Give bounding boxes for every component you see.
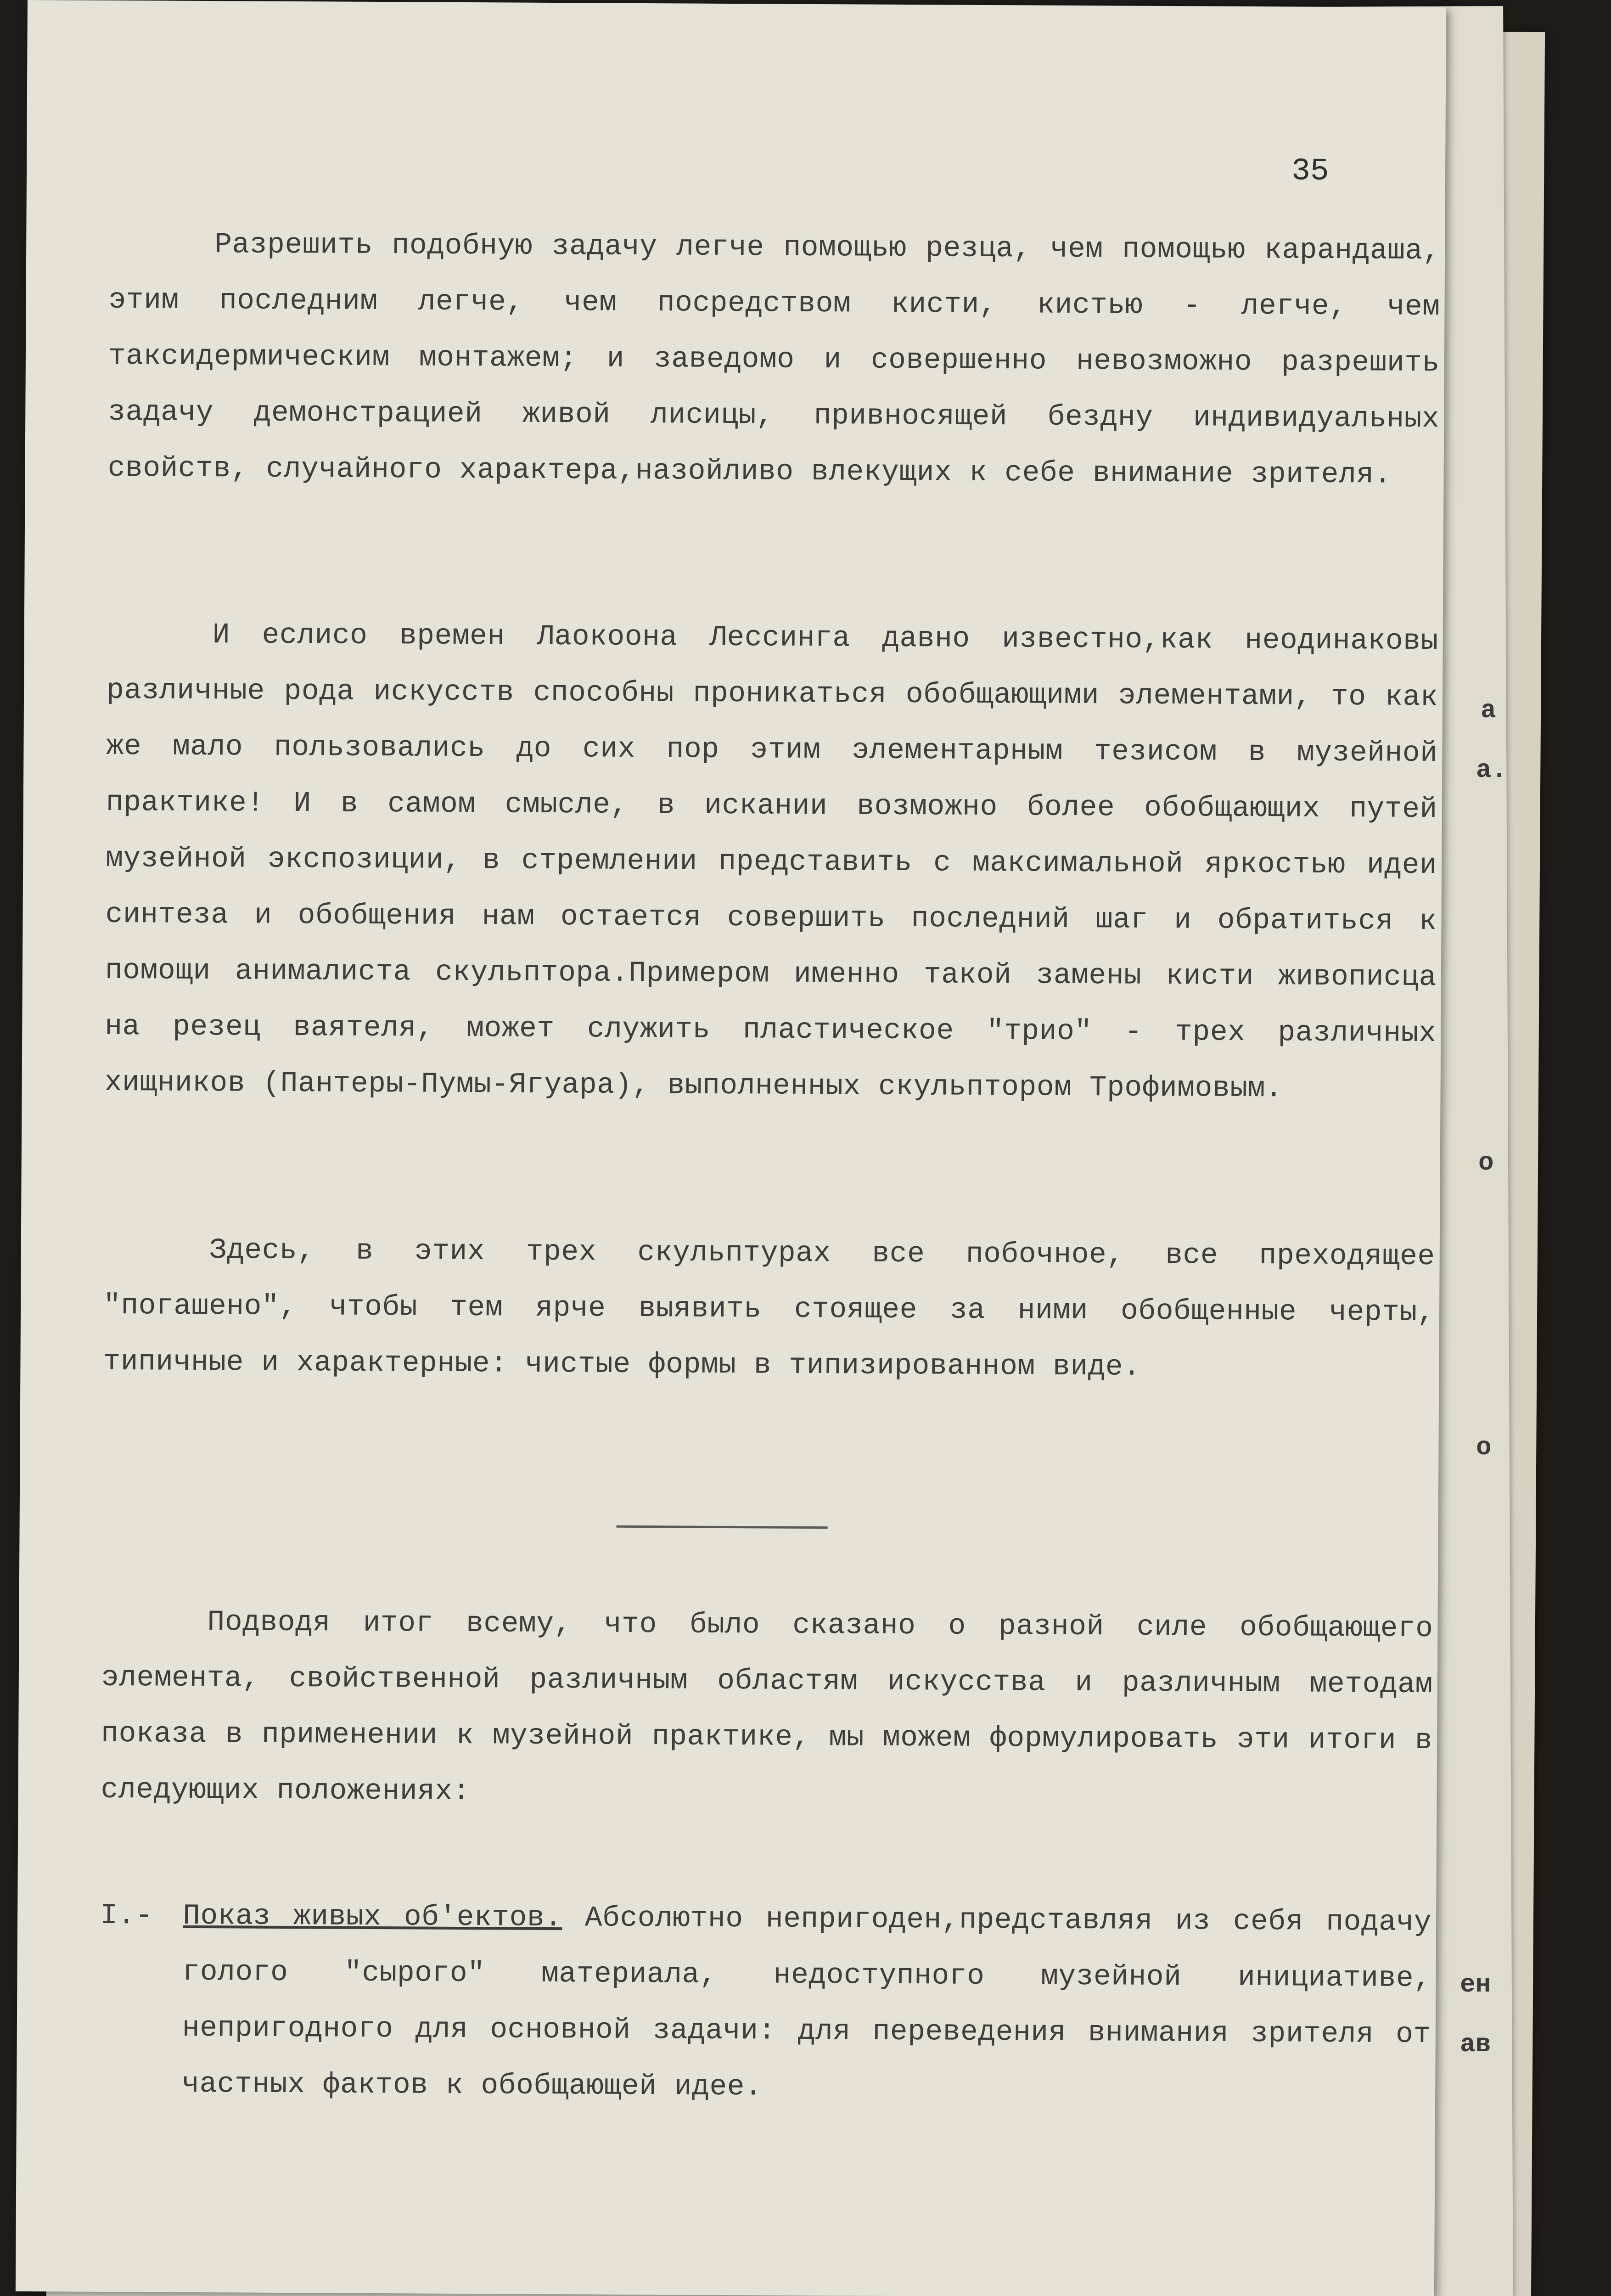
list-item-1 xyxy=(99,1888,1432,2119)
paragraph-text: Подводя итог всему, что было сказано о разной силе обобщающего элемента, свойственной различным областям искусства и различным методам показа в применении к музейной практике, мы можем формулировать эти итоги в следующих положениях: xyxy=(101,1606,1433,1808)
paragraph-2 xyxy=(104,607,1438,1118)
underlying-page-fragment: а. xyxy=(1476,755,1507,785)
paragraph-3 xyxy=(103,1222,1435,1397)
page-number: 35 xyxy=(1291,153,1329,189)
paragraph-text: И еслисо времен Лаокоона Лессинга давно известно,как неодинаковы различные рода искусств способны проникаться обобщающими элементами, то как же мало пользовались до сих пор этим элементарным тезисом в музейной практике! И в самом смысле, в искании возможно более обобщающих путей музейной экспозиции, в стремлении представить с максимальной яркостью идеи синтеза и обобщения нам остается совершить последний шаг и обратиться к помощи анималиста скульптора.Примером именно такой замены кисти живописца на резец ваятеля, может служить пластическое "трио" - трех различных хищников (Пантеры-Пумы-Ягуара), выполненных скульптором Трофимовым. xyxy=(104,619,1438,1105)
list-item-text: Абсолютно непригоден,представляя из себя подачу голого "сырого" материала, недоступного музейной инициативе, непригодного для основной задачи: для переведения внимания зрителя от частных фактов к обобщающей идее. xyxy=(182,1902,1432,2104)
paragraph-1 xyxy=(107,216,1440,503)
underlying-page-fragment: ав xyxy=(1460,2030,1491,2059)
underlying-page-fragment: о xyxy=(1478,1148,1494,1177)
underlying-page-fragment: ен xyxy=(1460,1970,1491,1999)
paragraph-text: Здесь, в этих трех скульптурах все побочное, все преходящее "погашено", чтобы тем ярче выявить стоящее за ними обобщенные черты, типичные и характерные: чистые формы в типизированном виде. xyxy=(103,1234,1435,1384)
underlying-page-fragment: а xyxy=(1481,696,1496,725)
paragraph-text: Разрешить подобную задачу легче помощью резца, чем помощью карандаша, этим последним легче, чем посредством кисти, кистью - легче, чем таксидермическим монтажем; и заведомо и совершенно невозможно разрешить задачу демонстрацией живой лисицы, привносящей бездну индивидуальных свойств, случайного характера,назойливо влекущих к себе внимание зрителя. xyxy=(107,228,1441,491)
typewritten-page xyxy=(16,0,1446,2296)
underlying-page-fragment: о xyxy=(1476,1433,1492,1462)
list-item-body xyxy=(182,1888,1432,2119)
list-item-number: I.- xyxy=(100,1899,153,1932)
list-item-title: Показ живых об'ектов. xyxy=(182,1899,562,1935)
paragraph-4 xyxy=(101,1594,1433,1825)
section-divider xyxy=(617,1525,828,1529)
